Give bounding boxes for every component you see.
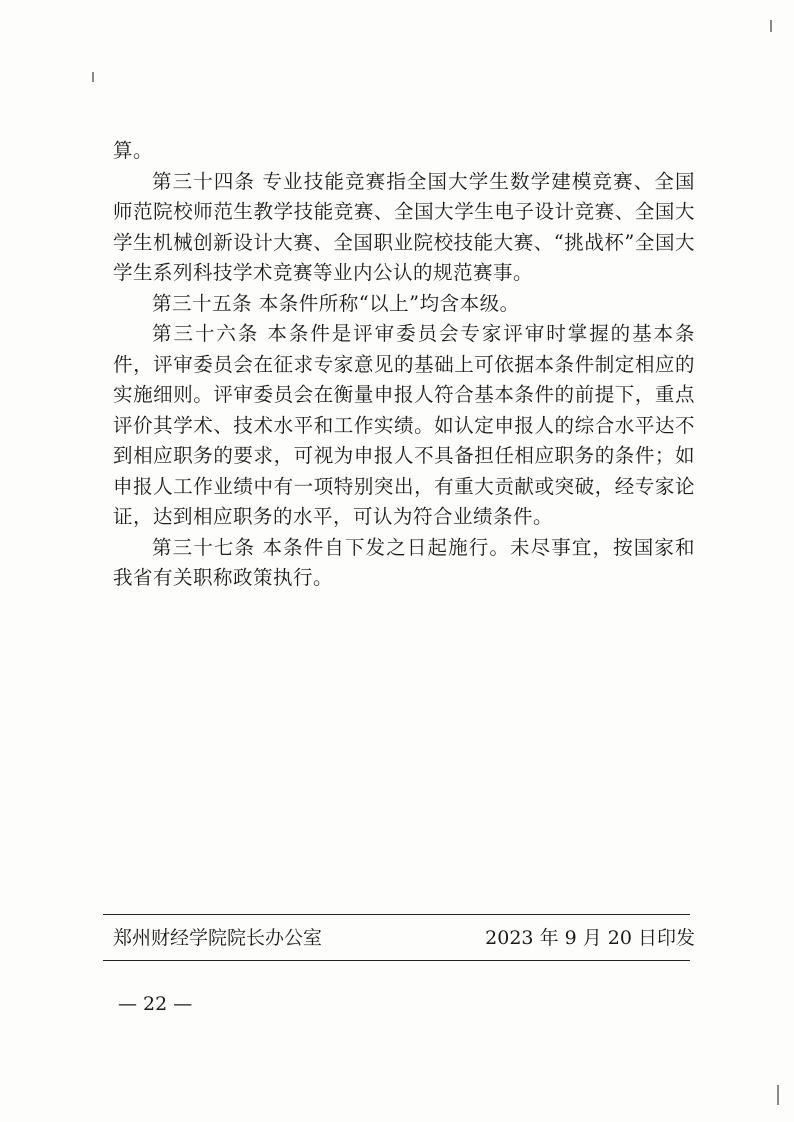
- footer-bottom-rule: [103, 960, 690, 961]
- article-36: 第三十六条 本条件是评审委员会专家评审时掌握的基本条件，评审委员会在征求专家意见的基础上可依据本条件制定相应的实施细则。评审委员会在衡量申报人符合基本条件的前提下，重点评价其学术、技术水平和工作实绩。如认定申报人的综合水平达不到相应职务的要求，可视为申报人不具备担任相应职务的条件；如申报人工作业绩中有一项特别突出，有重大贡献或突破，经专家论证，达到相应职务的水平，可认为符合业绩条件。: [113, 322, 695, 528]
- footer-imprint: [113, 926, 695, 950]
- page-number: — 22 —: [118, 993, 193, 1015]
- document-body: [113, 136, 695, 594]
- paragraph-continuation: 算。: [113, 139, 154, 162]
- scan-mark: [92, 72, 94, 82]
- issue-date: 2023 年 9 月 20 日印发: [485, 927, 695, 949]
- scan-mark: [770, 20, 772, 32]
- article-37: 第三十七条 本条件自下发之日起施行。未尽事宜，按国家和我省有关职称政策执行。: [113, 535, 695, 589]
- article-35: 第三十五条 本条件所称“以上”均含本级。: [152, 291, 520, 315]
- issuer-name: 郑州财经学院院长办公室: [113, 927, 323, 949]
- scan-mark: [777, 1085, 779, 1105]
- footer-top-rule: [103, 914, 690, 915]
- article-34: 第三十四条 专业技能竞赛指全国大学生数学建模竞赛、全国师范院校师范生教学技能竞赛、全国大学生电子设计竞赛、全国大学生机械创新设计大赛、全国职业院校技能大赛、“挑战杯”全国大学生系列科技学术竞赛等业内公认的规范赛事。: [113, 169, 695, 284]
